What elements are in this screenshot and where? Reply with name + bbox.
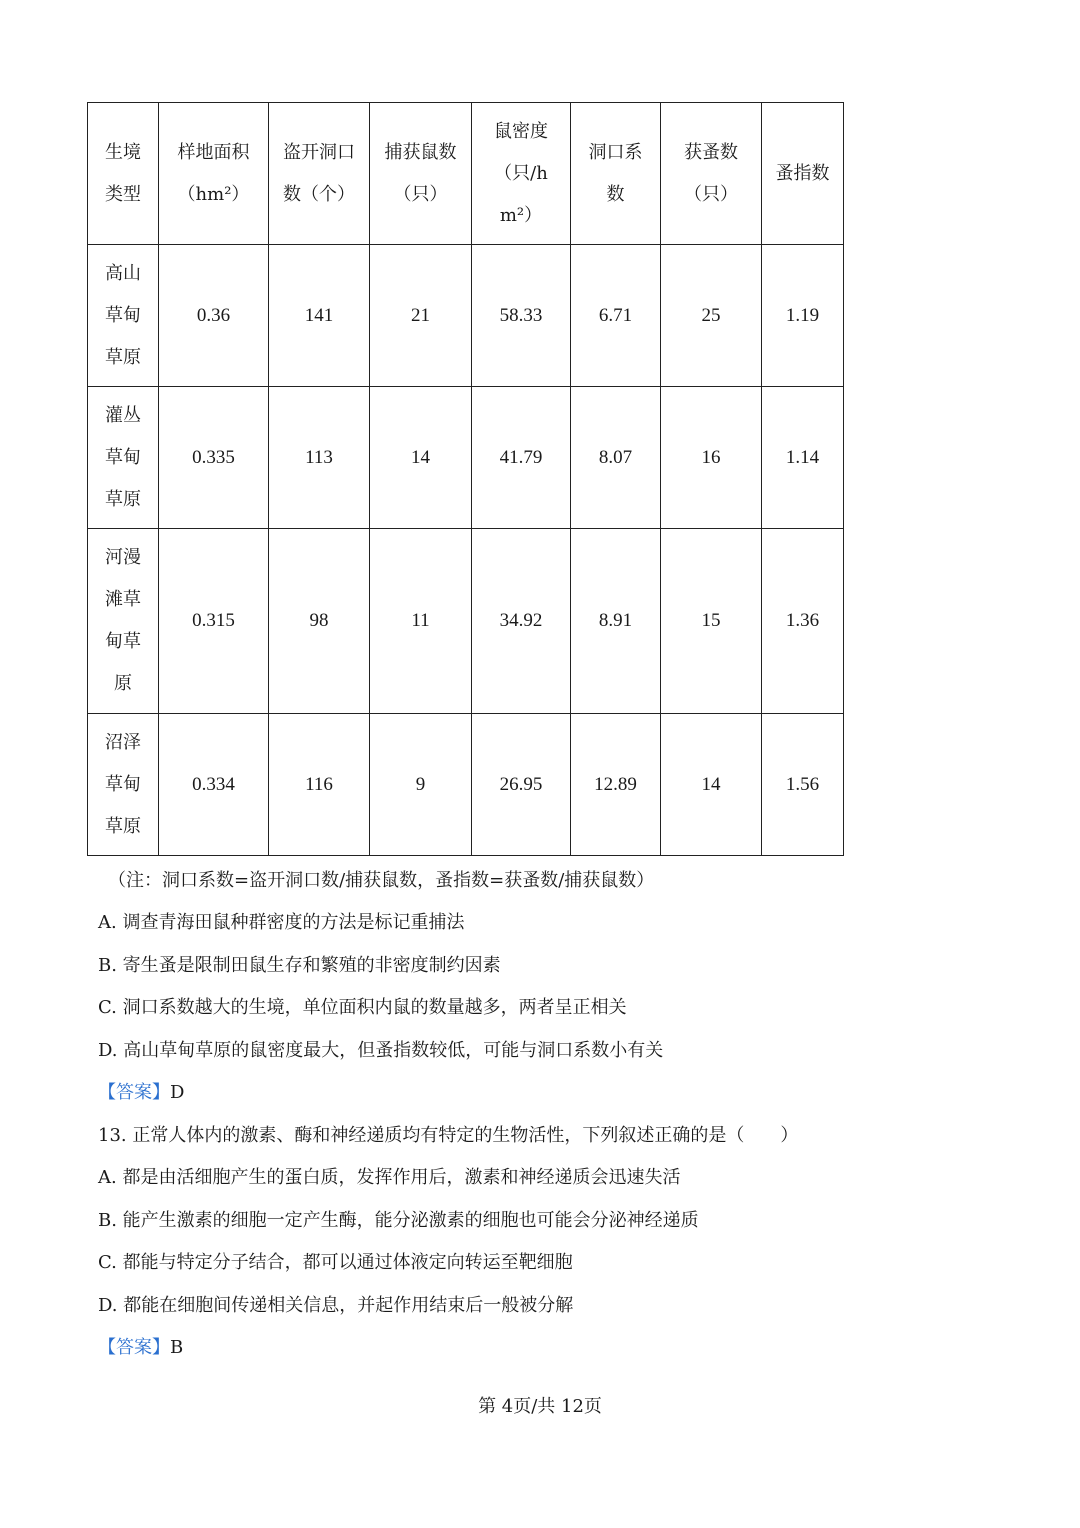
cell-density: 58.33: [472, 245, 571, 387]
cell-flea-index: 1.19: [762, 245, 844, 387]
cell-habitat: 灌丛草甸草原: [88, 387, 159, 529]
table-row: [88, 714, 844, 856]
answer-value: D: [170, 1082, 185, 1103]
cell-fleas: 14: [661, 714, 762, 856]
cell-habitat: 高山草甸草原: [88, 245, 159, 387]
table-note: （注：洞口系数=盗开洞口数/捕获鼠数，蚤指数=获蚤数/捕获鼠数）: [108, 870, 655, 891]
answer-tag: 【答案】: [98, 1082, 170, 1103]
header-density: 鼠密度（只/hm²）: [472, 103, 571, 245]
cell-habitat: 沼泽草甸草原: [88, 714, 159, 856]
table-header-row: [88, 103, 844, 245]
cell-density: 26.95: [472, 714, 571, 856]
q13-option-c: C. 都能与特定分子结合，都可以通过体液定向转运至靶细胞: [98, 1252, 573, 1273]
table-row: [88, 529, 844, 714]
q12-option-b: B. 寄生蚤是限制田鼠生存和繁殖的非密度制约因素: [98, 955, 501, 976]
cell-holes: 98: [269, 529, 370, 714]
q12-option-c: C. 洞口系数越大的生境，单位面积内鼠的数量越多，两者呈正相关: [98, 997, 627, 1018]
header-habitat: 生境类型: [88, 103, 159, 245]
cell-mice: 14: [370, 387, 472, 529]
q13-option-b: B. 能产生激素的细胞一定产生酶，能分泌激素的细胞也可能会分泌神经递质: [98, 1210, 699, 1231]
cell-hole-coef: 6.71: [571, 245, 661, 387]
cell-hole-coef: 8.07: [571, 387, 661, 529]
cell-mice: 11: [370, 529, 472, 714]
q13-answer: [98, 1333, 183, 1359]
header-holes: 盗开洞口数（个）: [269, 103, 370, 245]
cell-density: 34.92: [472, 529, 571, 714]
q12-option-a: A. 调查青海田鼠种群密度的方法是标记重捕法: [98, 912, 465, 933]
header-area: 样地面积（hm²）: [159, 103, 269, 245]
header-flea-index: 蚤指数: [762, 103, 844, 245]
cell-holes: 113: [269, 387, 370, 529]
header-mice: 捕获鼠数（只）: [370, 103, 472, 245]
cell-habitat: 河漫滩草甸草原: [88, 529, 159, 714]
cell-hole-coef: 12.89: [571, 714, 661, 856]
header-fleas: 获蚤数（只）: [661, 103, 762, 245]
cell-area: 0.36: [159, 245, 269, 387]
cell-hole-coef: 8.91: [571, 529, 661, 714]
cell-fleas: 16: [661, 387, 762, 529]
q13-option-d: D. 都能在细胞间传递相关信息，并起作用结束后一般被分解: [98, 1295, 574, 1316]
cell-density: 41.79: [472, 387, 571, 529]
cell-area: 0.315: [159, 529, 269, 714]
cell-mice: 9: [370, 714, 472, 856]
cell-mice: 21: [370, 245, 472, 387]
cell-holes: 141: [269, 245, 370, 387]
cell-fleas: 25: [661, 245, 762, 387]
header-hole-coef: 洞口系数: [571, 103, 661, 245]
table-row: [88, 245, 844, 387]
cell-area: 0.335: [159, 387, 269, 529]
cell-fleas: 15: [661, 529, 762, 714]
cell-flea-index: 1.36: [762, 529, 844, 714]
table-row: [88, 387, 844, 529]
cell-holes: 116: [269, 714, 370, 856]
answer-tag: 【答案】: [98, 1337, 170, 1358]
cell-flea-index: 1.14: [762, 387, 844, 529]
cell-area: 0.334: [159, 714, 269, 856]
data-table: [87, 102, 844, 856]
q13-stem: 13. 正常人体内的激素、酶和神经递质均有特定的生物活性，下列叙述正确的是（ ）: [98, 1125, 799, 1146]
q12-option-d: D. 高山草甸草原的鼠密度最大，但蚤指数较低，可能与洞口系数小有关: [98, 1040, 664, 1061]
q12-answer: [98, 1078, 184, 1104]
q13-option-a: A. 都是由活细胞产生的蛋白质，发挥作用后，激素和神经递质会迅速失活: [98, 1167, 681, 1188]
cell-flea-index: 1.56: [762, 714, 844, 856]
answer-value: B: [170, 1337, 184, 1358]
page-footer: 第 4页/共 12页: [478, 1396, 602, 1417]
